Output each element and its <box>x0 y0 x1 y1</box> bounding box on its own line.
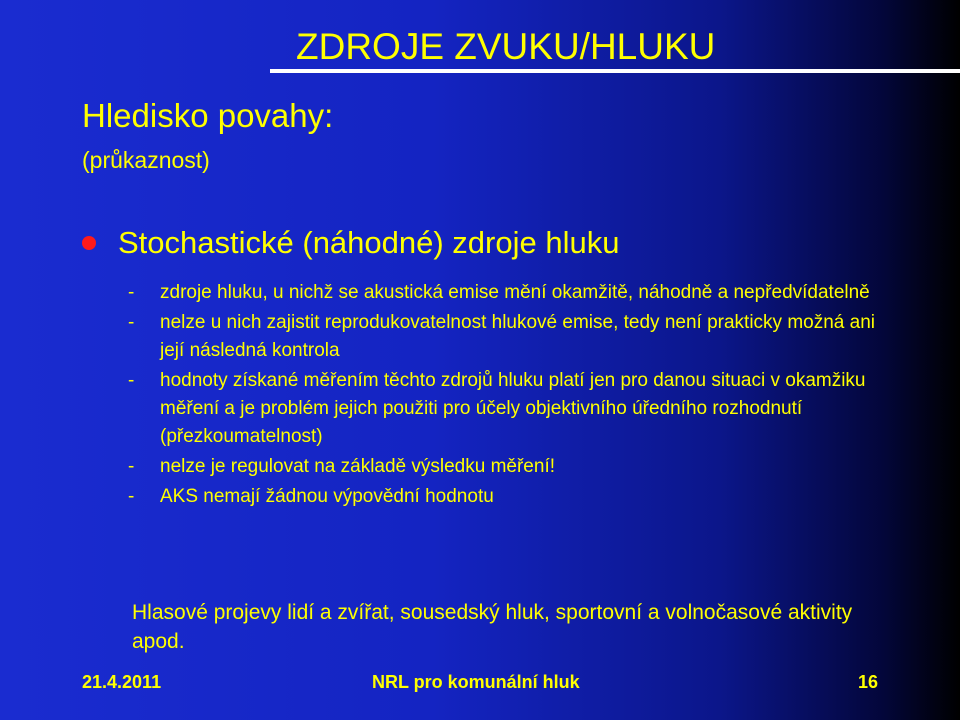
section-heading: Stochastické (náhodné) zdroje hluku <box>118 225 620 260</box>
slide-title: ZDROJE ZVUKU/HLUKU <box>296 26 716 67</box>
subtitle-note: (průkaznost) <box>82 147 210 173</box>
list-item-text: nelze u nich zajistit reprodukovatelnost hlukové emise, tedy není prakticky možná ani její následná kontrola <box>160 312 875 361</box>
dash-marker: - <box>128 282 135 303</box>
list-item-text: nelze je regulovat na základě výsledku měření! <box>160 456 556 477</box>
list-item <box>124 279 884 307</box>
list-item <box>124 453 884 481</box>
list-item-text: hodnoty získané měřením těchto zdrojů hluku platí jen pro danou situaci v okamžiku měření a je problém jejich použiti pro účely objektivního úředního rozhodnutí (přezkoumatelnost) <box>160 370 866 447</box>
detail-list <box>124 279 884 513</box>
page-number: 16 <box>858 672 879 692</box>
dash-marker: - <box>128 370 135 391</box>
list-item <box>124 309 884 365</box>
footer-date: 21.4.2011 <box>82 672 162 692</box>
dash-marker: - <box>128 456 135 477</box>
examples-text: Hlasové projevy lidí a zvířat, sousedský hluk, sportovní a volnočasové aktivity apod. <box>132 601 853 653</box>
subtitle: Hledisko povahy: <box>82 97 334 134</box>
dash-marker: - <box>128 486 135 507</box>
list-item <box>124 483 884 511</box>
footer-title: NRL pro komunální hluk <box>372 672 580 692</box>
bullet-dot-icon <box>82 236 96 250</box>
list-item-text: zdroje hluku, u nichž se akustická emise mění okamžitě, náhodně a nepředvídatelně <box>160 282 870 303</box>
list-item <box>124 367 884 451</box>
list-item-text: AKS nemají žádnou výpovědní hodnotu <box>160 486 494 507</box>
title-divider <box>270 69 960 73</box>
dash-marker: - <box>128 312 135 333</box>
